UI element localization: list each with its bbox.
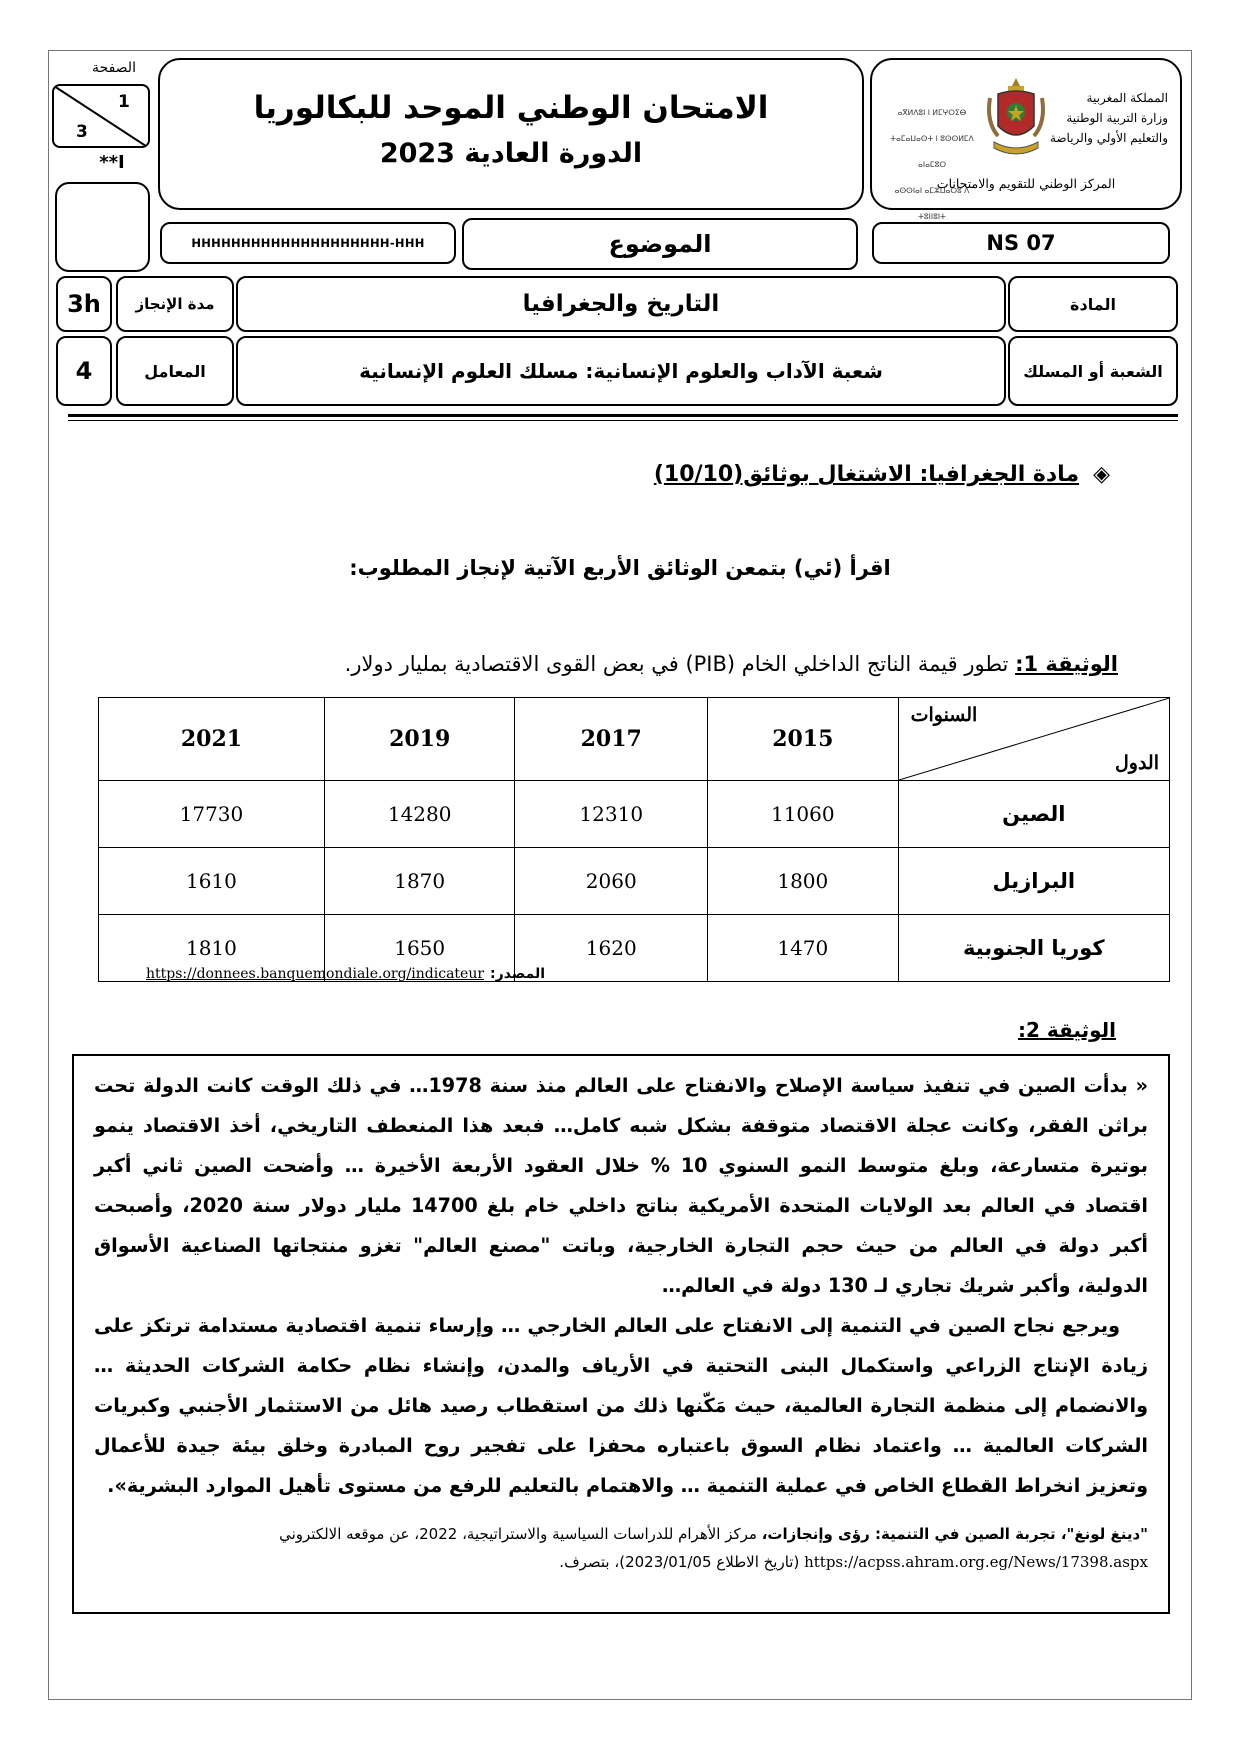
duration-value-box — [56, 276, 112, 332]
header-separator — [68, 414, 1178, 417]
table-cell: 11060 — [708, 781, 899, 848]
table-cell: 12310 — [515, 781, 708, 848]
candidate-code: HHHHHHHHHHHHHHHHHHHH-HHH — [191, 236, 425, 250]
citation-rest: مركز الأهرام للدراسات السياسية والاستراتيجية، 2022، عن موقعه الالكتروني — [279, 1525, 762, 1543]
table-cell: 1870 — [324, 848, 515, 915]
duration-label: مدة الإنجاز — [135, 295, 215, 313]
table-cell: 17730 — [99, 781, 325, 848]
duration-label-box — [116, 276, 234, 332]
table-header-row — [99, 698, 1170, 781]
header-separator-thin — [68, 420, 1178, 421]
table-cell: 2060 — [515, 848, 708, 915]
document1-label: الوثيقة 1: — [1015, 652, 1118, 676]
branch-key-box — [1008, 336, 1178, 406]
subject-key-box — [1008, 276, 1178, 332]
table-row — [99, 848, 1170, 915]
corner-countries: الدول — [1114, 752, 1159, 774]
institution-center: المركز الوطني للتقويم والامتحانات — [936, 176, 1116, 191]
candidate-code-box — [160, 222, 456, 264]
page-fraction — [52, 84, 150, 148]
source-link[interactable]: https://donnees.banquemondiale.org/indicateur — [146, 966, 485, 982]
exam-code: NS 07 — [986, 231, 1056, 255]
table-cell: 1620 — [515, 915, 708, 982]
subject-name-box — [236, 276, 1006, 332]
year-header: 2015 — [708, 698, 899, 781]
page-label: الصفحة — [92, 60, 136, 76]
year-header: 2017 — [515, 698, 708, 781]
citation-date: (تاريخ الاطلاع 2023/01/05)، بتصرف. — [559, 1553, 800, 1571]
citation-bold: "دينغ لونغ"، تجربة الصين في التنمية: رؤى وإنجازات، — [761, 1525, 1148, 1543]
coef-value-box — [56, 336, 112, 406]
exam-title: الامتحان الوطني الموحد للبكالوريا — [253, 90, 769, 126]
instruction: اقرأ (ئي) بتمعن الوثائق الأربع الآتية لإنجاز المطلوب: — [349, 556, 891, 580]
page-current: 1 — [118, 92, 130, 112]
exam-title-box — [158, 58, 864, 210]
country-cell: الصين — [898, 781, 1169, 848]
coef-value: 4 — [75, 357, 93, 385]
document2-citation — [94, 1520, 1148, 1576]
country-cell: كوريا الجنوبية — [898, 915, 1169, 982]
duration-value: 3h — [67, 290, 101, 318]
branch-key: الشعبة أو المسلك — [1023, 361, 1163, 381]
table-cell: 1470 — [708, 915, 899, 982]
table-cell: 14280 — [324, 781, 515, 848]
subject-name: التاريخ والجغرافيا — [522, 291, 720, 317]
country-cell: البرازيل — [898, 848, 1169, 915]
table-cell: 1810 — [99, 915, 325, 982]
source-label: المصدر: — [490, 966, 546, 982]
diamond-bullet-icon: ◈ — [1093, 462, 1110, 487]
gdp-table — [98, 697, 1170, 982]
institution-box — [870, 58, 1182, 221]
exam-code-box — [872, 222, 1170, 264]
coef-label-box — [116, 336, 234, 406]
subject-key: المادة — [1070, 294, 1116, 314]
subject-label-box — [462, 218, 858, 270]
year-header: 2021 — [99, 698, 325, 781]
page-number-box — [52, 60, 152, 176]
diagonal-line — [54, 86, 150, 148]
page-total: 3 — [76, 122, 88, 142]
table-cell: 1650 — [324, 915, 515, 982]
document2-paragraph: « بدأت الصين في تنفيذ سياسة الإصلاح والانفتاح على العالم منذ سنة 1978… في ذلك الوقت كانت الدولة تحت براثن الفقر، وكانت عجلة الاقتصاد متوقفة بشكل شبه كامل… فبعد هذا المنعطف التاريخي، أخذ الاقتصاد ينمو بوتيرة متسارعة، وبلغ متوسط النمو السنوي 10 % خلال العقود الأربعة الأخيرة … وأضحت الصين ثاني أكبر اقتصاد في العالم بعد الولايات المتحدة الأمريكية بناتج داخلي خام بلغ 14700 مليار دولار سنة 2020، وأصبحت أكبر دولة في العالم من حيث حجم التجارة الخارجية، وباتت "مصنع العالم" تغزو منتجاتها الصناعية الأسواق الدولية، وأكبر شريك تجاري لـ 130 دولة في العالم… — [94, 1074, 1148, 1297]
branch-name-box — [236, 336, 1006, 406]
document2-label: الوثيقة 2: — [1018, 1018, 1116, 1042]
table-row — [99, 781, 1170, 848]
document1-source — [146, 966, 545, 982]
table-cell: 1800 — [708, 848, 899, 915]
section-heading — [654, 462, 1110, 487]
document1-caption — [345, 652, 1118, 676]
corner-cell — [898, 698, 1169, 781]
empty-box — [55, 182, 150, 272]
branch-name: شعبة الآداب والعلوم الإنسانية: مسلك العلوم الإنسانية — [359, 359, 883, 383]
section-title: مادة الجغرافيا: الاشتغال بوثائق(10/10) — [653, 462, 1080, 487]
year-header: 2019 — [324, 698, 515, 781]
document2-paragraph: ويرجع نجاح الصين في التنمية إلى الانفتاح على العالم الخارجي … وإرساء تنمية اقتصادية مستدامة ترتكز على زيادة الإنتاج الزراعي واستكمال البنى التحتية في الأرياف والمدن، وإنشاء نظام حكامة الشركات الحديثة … والانضمام إلى منظمة التجارة العالمية، حيث مَكّنها ذلك من استقطاب رصيد هائل من الاستثمار الأجنبي وكبريات الشركات العالمية … واعتماد نظام السوق باعتباره محفزا على تفجير روح المبادرة وخلق بيئة جيدة للأعمال وتعزيز انخراط القطاع الخاص في عملية التنمية … والاهتمام بالتعليم للرفع من مستوى تأهيل الموارد البشرية». — [94, 1314, 1148, 1497]
document1-title: تطور قيمة الناتج الداخلي الخام (PIB) في بعض القوى الاقتصادية بمليار دولار. — [344, 652, 1009, 676]
page-code: **I — [99, 152, 125, 173]
corner-years: السنوات — [910, 704, 978, 726]
subject-label: الموضوع — [608, 230, 712, 258]
institution-lines: المملكة المغربية وزارة التربية الوطنية والتعليم الأولي والرياضة — [1049, 91, 1168, 145]
exam-session: الدورة العادية 2023 — [379, 138, 643, 169]
coef-label: المعامل — [144, 361, 206, 381]
tifinagh-text: ⴰⴳⵍⴷⵓⵏ ⵏ ⵍⵎⵖⵔⵉⴱ ⵜⴰⵎⴰⵡⴰⵙⵜ ⵏ ⵓⵙⵙⵍⵎⴷ ⴰⵏⴰⵎⵓⵔ ⴰⵙⵙⵏⴰⵏ ⴰⵎⵣⵡⴰⵔⵓ ⴷ ⵜⵓⵏⵏⵓⵏⵜ — [890, 108, 974, 221]
citation-link[interactable]: https://acpss.ahram.org.eg/News/17398.aspx — [804, 1553, 1148, 1571]
table-cell: 1610 — [99, 848, 325, 915]
document2-box — [72, 1054, 1170, 1614]
